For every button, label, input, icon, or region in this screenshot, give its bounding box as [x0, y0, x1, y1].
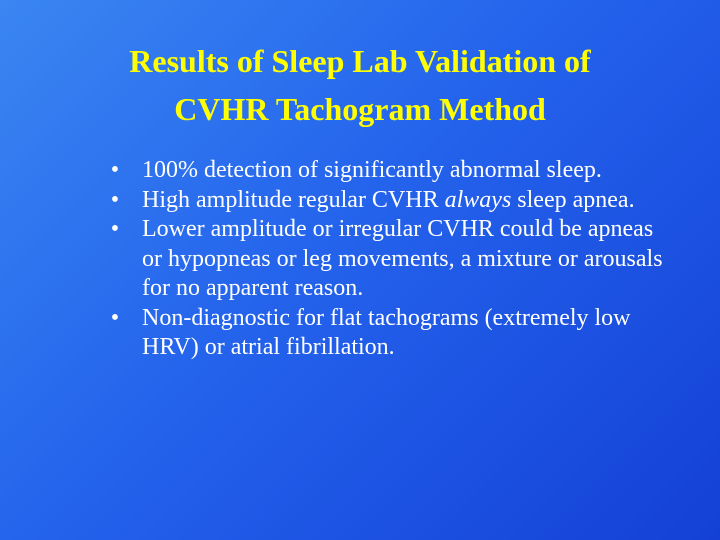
bullet-item: [105, 215, 665, 304]
slide-title: [40, 37, 680, 133]
bullet-text-before: High amplitude regular CVHR: [142, 186, 445, 213]
bullet-text: Non-diagnostic for flat tachograms (extremely low HRV) or atrial fibrillation.: [142, 304, 631, 360]
title-line-1: Results of Sleep Lab Validation of: [129, 43, 591, 79]
title-line-2: CVHR Tachogram Method: [174, 91, 546, 127]
bullet-item: [105, 186, 665, 216]
bullet-text: 100% detection of significantly abnormal sleep.: [142, 157, 602, 183]
bullet-dot-icon: •: [110, 304, 120, 331]
bullet-item: [105, 304, 665, 363]
bullet-dot-icon: •: [110, 157, 120, 183]
bullet-dot-icon: •: [110, 216, 120, 242]
bullet-text: Lower amplitude or irregular CVHR could be apneas or hypopneas or leg movements, a mixture or arousals for no apparent reason.: [142, 216, 663, 301]
bullet-text-after: sleep apnea.: [511, 186, 635, 213]
bullet-dot-icon: •: [110, 186, 120, 213]
bullet-emphasis: always: [444, 186, 512, 213]
bullet-list: [105, 156, 665, 363]
bullet-item: [105, 156, 665, 186]
